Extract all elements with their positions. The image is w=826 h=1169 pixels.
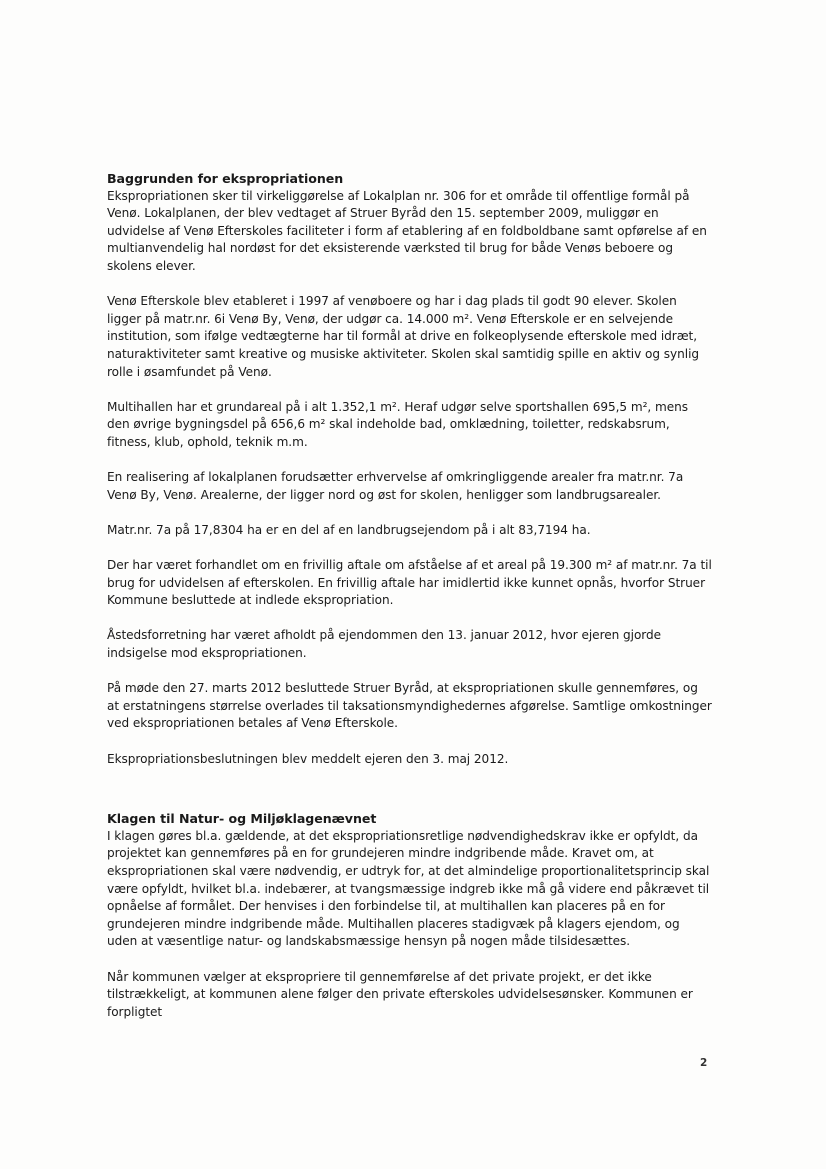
paragraph: Når kommunen vælger at ekspropriere til gennemførelse af det private projekt, er det ikke tilstrækkeligt, at kommunen alene følger den private efterskoles udvidelsesønsker. Kommunen er forpligtet — [107, 969, 693, 1019]
section-heading-complaint: Klagen til Natur- og Miljøklagenævnet — [107, 811, 377, 827]
section-heading-background: Baggrunden for ekspropriationen — [107, 171, 344, 186]
paragraph: En realisering af lokalplanen forudsætter erhvervelse af omkringliggende arealer fra matr.nr. 7a Venø By, Venø. Arealerne, der ligger nord og øst for skolen, henligger som landbrugsarealer. — [107, 470, 684, 502]
paragraph: Venø Efterskole blev etableret i 1997 af venøboere og har i dag plads til godt 90 elever. Skolen ligger på matr.nr. 6i Venø By, Venø, der udgør ca. 14.000 m². Venø Efterskole er en selvejende institution, som ifølge vedtægterne har til formål at drive en folkeoplysende efterskole med idræt, naturaktiviteter samt kreative og musiske aktiviteter. Skolen skal samtidig spille en aktiv og synlig rolle i øsamfundet på Venø. — [107, 294, 700, 379]
paragraph: Matr.nr. 7a på 17,8304 ha er en del af en landbrugsejendom på i alt 83,7194 ha. — [107, 522, 591, 537]
paragraph: I klagen gøres bl.a. gældende, at det ekspropriationsretlige nødvendighedskrav ikke er opfyldt, da projektet kan gennemføres på en for grundejeren mindre indgribende måde. Kravet om, at ekspropriationen skal være nødvendig, er udtryk for, at det almindelige proportionalitetsprincip skal være opfyldt, hvilket bl.a. indebærer, at tvangsmæssige indgreb ikke må gå videre end påkrævet til opnåelse af formålet. Der henvises i den forbindelse til, at multihallen kan placeres på en for grundejeren mindre indgribende måde. Multihallen placeres stadigvæk på klagers ejendom, og uden at væsentlige natur- og landskabsmæssige hensyn på nogen måde tilsidesættes. — [107, 828, 710, 949]
page-number: 2 — [700, 1057, 708, 1069]
document-body — [107, 170, 712, 1039]
paragraph: Åstedsforretning har været afholdt på ejendommen den 13. januar 2012, hvor ejeren gjorde indsigelse mod ekspropriationen. — [107, 628, 662, 661]
paragraph: Ekspropriationsbeslutningen blev meddelt ejeren den 3. maj 2012. — [107, 751, 509, 766]
paragraph: På møde den 27. marts 2012 besluttede Struer Byråd, at ekspropriationen skulle gennemføres, og at erstatningens størrelse overlades til taksationsmyndighedernes afgørelse. Samtlige omkostninger ved ekspropriationen betales af Venø Efterskole. — [107, 681, 712, 731]
paragraph: Multihallen har et grundareal på i alt 1.352,1 m². Heraf udgør selve sportshallen 695,5 m², mens den øvrige bygningsdel på 656,6 m² skal indeholde bad, omklædning, toiletter, redskabsrum, fitness, klub, ophold, teknik m.m. — [107, 399, 688, 449]
paragraph: Der har været forhandlet om en frivillig aftale om afståelse af et areal på 19.300 m² af matr.nr. 7a til brug for udvidelsen af efterskolen. En frivillig aftale har imidlertid ikke kunnet opnås, hvorfor Struer Kommune besluttede at indlede ekspropriation. — [107, 558, 712, 608]
paragraph: Ekspropriationen sker til virkeliggørelse af Lokalplan nr. 306 for et område til offentlige formål på Venø. Lokalplanen, der blev vedtaget af Struer Byråd den 15. september 2009, muliggør en udvidelse af Venø Efterskoles faciliteter i form af etablering af en foldboldbane samt opførelse af en multianvendelig hal nordøst for det eksisterende værksted til brug for både Venøs beboere og skolens elever. — [107, 188, 707, 273]
